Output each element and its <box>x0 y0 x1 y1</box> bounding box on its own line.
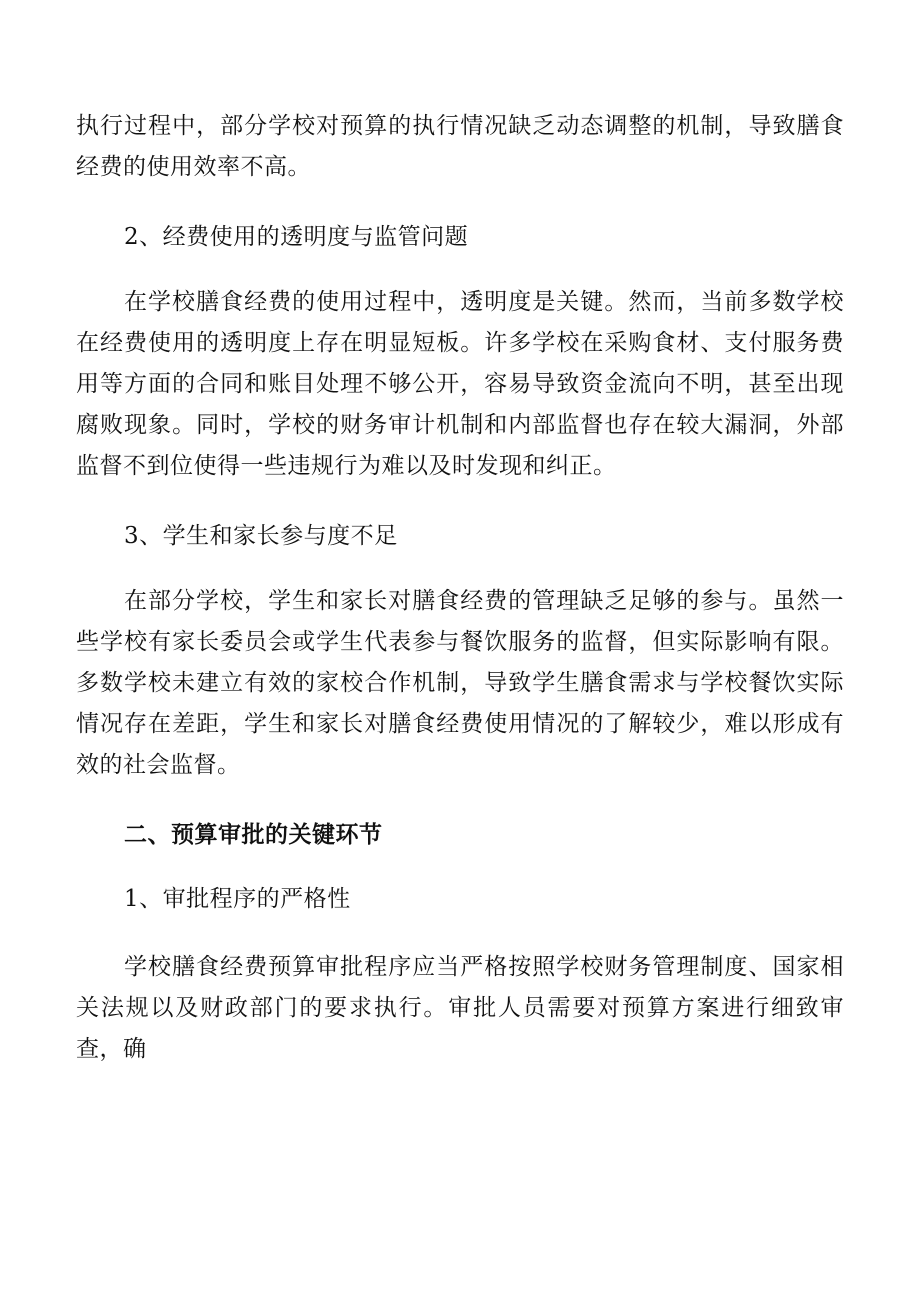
paragraph-participation: 在部分学校，学生和家长对膳食经费的管理缺乏足够的参与。虽然一些学校有家长委员会或学生代表参与餐饮服务的监督，但实际影响有限。多数学校未建立有效的家校合作机制，导致学生膳食需求与学校餐饮实际情况存在差距，学生和家长对膳食经费使用情况的了解较少，难以形成有效的社会监督。 <box>76 588 844 778</box>
heading-transparency-supervision: 2、经费使用的透明度与监管问题 <box>124 224 469 250</box>
paragraph-execution-efficiency: 执行过程中，部分学校对预算的执行情况缺乏动态调整的机制，导致膳食经费的使用效率不高。 <box>76 113 844 180</box>
section-heading-budget-approval: 二、预算审批的关键环节 <box>124 821 383 848</box>
heading-participation: 3、学生和家长参与度不足 <box>124 523 398 549</box>
heading-approval-strictness: 1、审批程序的严格性 <box>124 886 351 912</box>
paragraph-transparency: 在学校膳食经费的使用过程中，透明度是关键。然而，当前多数学校在经费使用的透明度上存在明显短板。许多学校在采购食材、支付服务费用等方面的合同和账目处理不够公开，容易导致资金流向不明，甚至出现腐败现象。同时，学校的财务审计机制和内部监督也存在较大漏洞，外部监督不到位使得一些违规行为难以及时发现和纠正。 <box>76 289 844 479</box>
paragraph-approval-procedure: 学校膳食经费预算审批程序应当严格按照学校财务管理制度、国家相关法规以及财政部门的要求执行。审批人员需要对预算方案进行细致审查，确 <box>76 954 844 1062</box>
document-page <box>76 106 844 1070</box>
